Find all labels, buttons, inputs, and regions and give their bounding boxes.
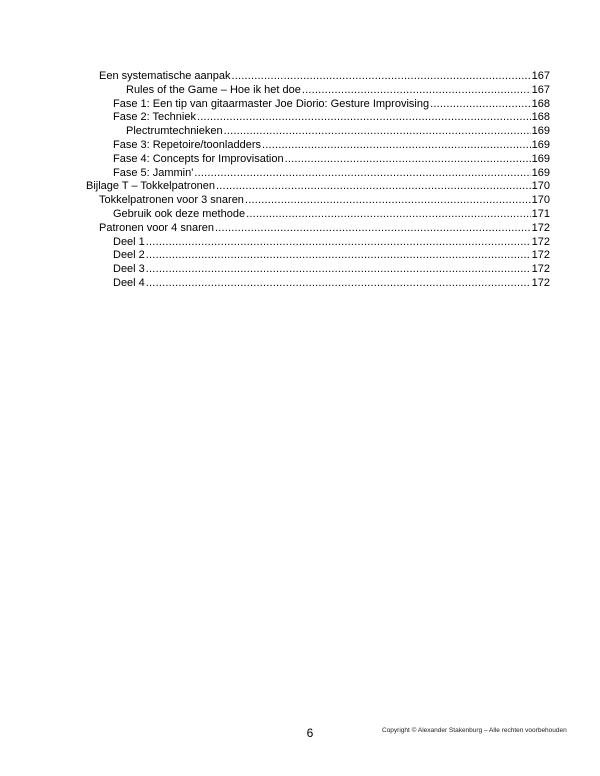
- toc-entry-page: 168: [531, 97, 550, 110]
- toc-entry-page: 172: [531, 235, 550, 248]
- toc-entry[interactable]: [86, 194, 550, 208]
- toc-entry-title: Rules of the Game – Hoe ik het doe: [126, 83, 301, 96]
- dot-leader: [231, 70, 530, 84]
- toc-entry-title: Gebruik ook deze methode: [113, 207, 246, 220]
- toc-entry-title: Deel 3: [113, 263, 145, 276]
- toc-entry-page: 172: [531, 249, 550, 262]
- toc-entry-page: 168: [531, 111, 550, 124]
- toc-entry-page: 167: [531, 70, 550, 82]
- toc-entry[interactable]: [86, 249, 550, 263]
- dot-leader: [246, 208, 531, 222]
- toc-entry-title: Bijlage T – Tokkelpatronen: [86, 180, 216, 193]
- toc-entry-page: 170: [531, 194, 550, 207]
- dot-leader: [430, 98, 531, 112]
- toc-entry[interactable]: [86, 70, 550, 84]
- table-of-contents: [86, 70, 550, 291]
- copyright-notice: Copyright © Alexander Stakenburg – Alle rechten voorbehouden: [382, 727, 567, 734]
- toc-entry-page: 169: [531, 152, 550, 165]
- toc-entry-title: Plectrumtechnieken: [126, 125, 223, 138]
- dot-leader: [215, 222, 531, 236]
- toc-entry[interactable]: [86, 139, 550, 153]
- toc-entry[interactable]: [86, 222, 550, 236]
- dot-leader: [197, 111, 531, 125]
- toc-entry-title: Fase 1: Een tip van gitaarmaster Joe Diorio: Gesture Improvising: [113, 97, 430, 110]
- toc-entry[interactable]: [86, 236, 550, 250]
- toc-entry-title: Een systematische aanpak: [99, 70, 231, 82]
- toc-entry-page: 167: [531, 83, 550, 96]
- dot-leader: [224, 125, 531, 139]
- toc-entry-title: Tokkelpatronen voor 3 snaren: [99, 194, 244, 207]
- toc-entry[interactable]: [86, 111, 550, 125]
- dot-leader: [285, 153, 531, 167]
- toc-entry-title: Fase 3: Repetoire/toonladders: [113, 138, 261, 151]
- toc-entry[interactable]: [86, 180, 550, 194]
- dot-leader: [146, 236, 531, 250]
- toc-entry[interactable]: [86, 167, 550, 181]
- dot-leader: [146, 263, 531, 277]
- toc-entry-page: 169: [531, 125, 550, 138]
- dot-leader: [146, 249, 531, 263]
- toc-entry[interactable]: [86, 84, 550, 98]
- page-number: 6: [306, 726, 314, 740]
- toc-entry-title: Deel 4: [113, 276, 145, 289]
- dot-leader: [302, 84, 531, 98]
- toc-entry-title: Deel 1: [113, 235, 145, 248]
- toc-entry-page: 170: [531, 180, 550, 193]
- toc-entry-title: Fase 2: Techniek: [113, 111, 196, 124]
- toc-entry-page: 172: [531, 221, 550, 234]
- dot-leader: [262, 139, 531, 153]
- toc-entry-title: Patronen voor 4 snaren: [99, 221, 214, 234]
- toc-entry[interactable]: [86, 153, 550, 167]
- dot-leader: [194, 167, 530, 181]
- toc-entry-title: Deel 2: [113, 249, 145, 262]
- toc-entry[interactable]: [86, 277, 550, 291]
- dot-leader: [216, 180, 531, 194]
- toc-entry-title: Fase 4: Concepts for Improvisation: [113, 152, 284, 165]
- toc-entry[interactable]: [86, 98, 550, 112]
- toc-entry-title: Fase 5: Jammin': [113, 166, 194, 179]
- dot-leader: [245, 194, 531, 208]
- toc-entry-page: 169: [531, 138, 550, 151]
- toc-entry[interactable]: [86, 263, 550, 277]
- toc-entry-page: 172: [531, 263, 550, 276]
- toc-entry[interactable]: [86, 125, 550, 139]
- dot-leader: [146, 277, 531, 291]
- toc-entry-page: 169: [531, 166, 550, 179]
- toc-entry-page: 172: [531, 276, 550, 289]
- toc-entry-page: 171: [531, 207, 550, 220]
- toc-entry[interactable]: [86, 208, 550, 222]
